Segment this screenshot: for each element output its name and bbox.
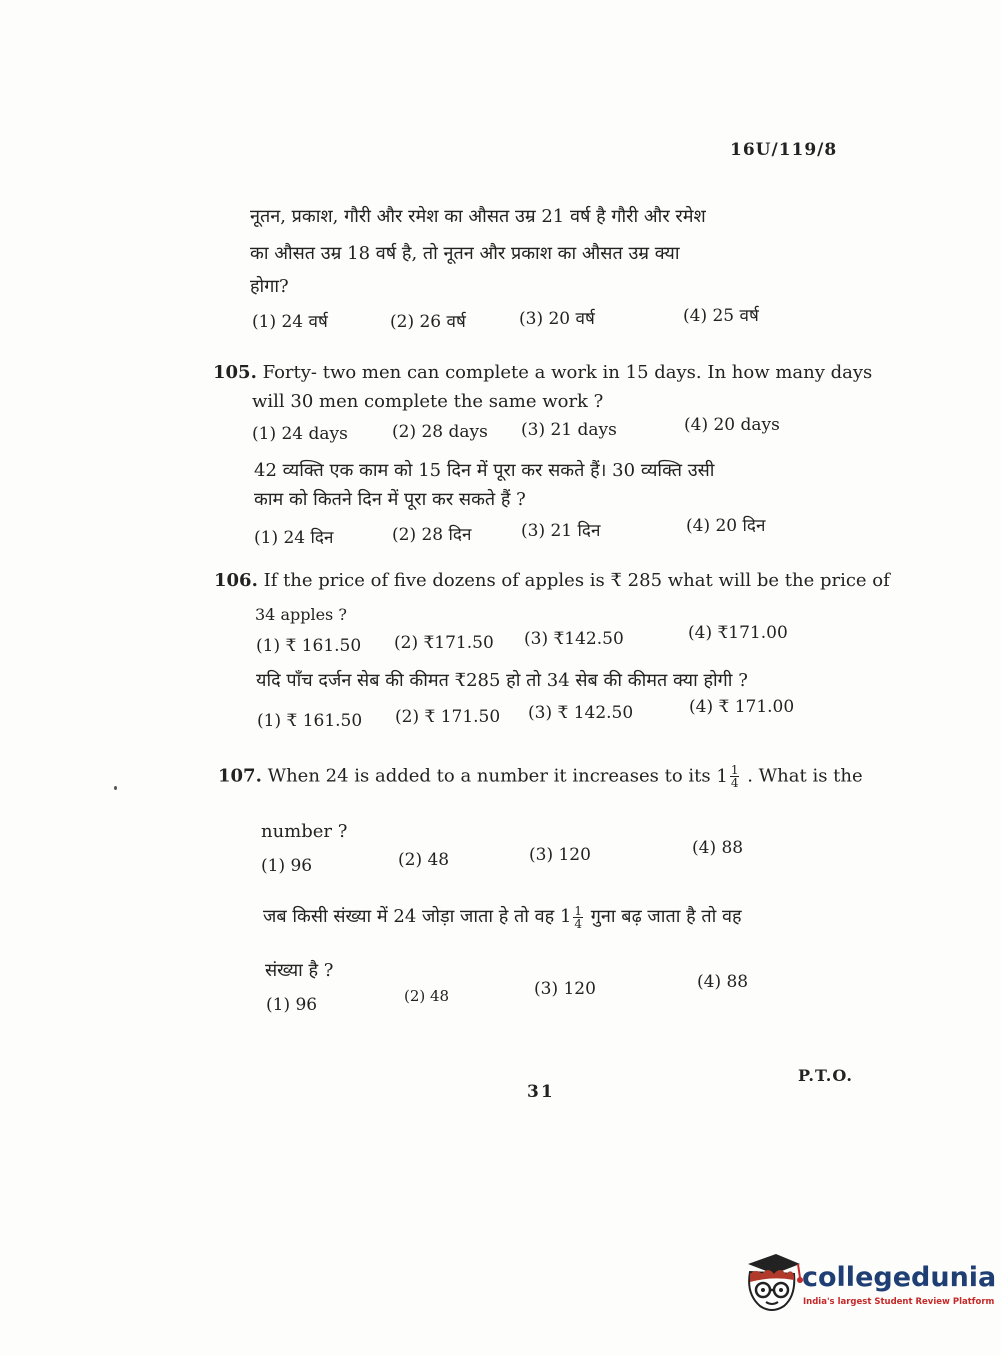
q104-option-2: (2) 26 वर्ष <box>390 312 466 332</box>
q106-number: 106. <box>214 570 258 591</box>
q107-hi-fraction-den: 4 <box>574 916 583 931</box>
q105-en-option-2: (2) 28 days <box>392 422 488 442</box>
q107-hi-option-4: (4) 88 <box>697 972 749 992</box>
q107-hi-line1 <box>263 904 742 930</box>
mascot-icon <box>742 1250 804 1316</box>
q106-hi-option-2: (2) ₹ 171.50 <box>395 707 501 727</box>
q106-hi-option-3: (3) ₹ 142.50 <box>528 703 634 723</box>
q107-fraction-part <box>730 764 740 789</box>
q106-en-text: If the price of five dozens of apples is ₹ 285 what will be the price of <box>263 570 890 591</box>
q107-hi-fraction-whole: 1 <box>559 906 572 927</box>
logo-tagline: India's largest Student Review Platform <box>803 1297 995 1307</box>
q106-en-option-4: (4) ₹171.00 <box>688 623 788 643</box>
q104-option-1: (1) 24 वर्ष <box>252 312 328 332</box>
q105-hi-option-4: (4) 20 दिन <box>686 516 766 536</box>
q106-en-line2: 34 apples ? <box>255 605 347 624</box>
q107-number: 107. <box>218 765 262 787</box>
q107-fraction-num: 1 <box>730 763 739 777</box>
q107-hi-line2: संख्या है ? <box>265 960 334 981</box>
q106-en-line1 <box>214 570 890 591</box>
q107-en-option-4: (4) 88 <box>692 838 744 858</box>
q105-en-line2: will 30 men complete the same work ? <box>252 391 604 412</box>
page-number: 31 <box>527 1082 555 1102</box>
q107-en-option-3: (3) 120 <box>529 845 591 865</box>
q106-en-option-2: (2) ₹171.50 <box>394 633 494 653</box>
q107-fraction <box>716 763 741 790</box>
q106-en-option-3: (3) ₹142.50 <box>524 629 624 649</box>
q105-hi-line2: काम को कितने दिन में पूरा कर सकते हैं ? <box>254 489 526 510</box>
q105-hi-option-3: (3) 21 दिन <box>521 521 601 541</box>
q104-option-3: (3) 20 वर्ष <box>519 309 595 329</box>
q107-en-text-post: . What is the <box>747 765 863 787</box>
q107-hi-option-3: (3) 120 <box>534 979 596 999</box>
q107-en-line2: number ? <box>261 821 348 842</box>
q104-hindi-line3: होगा? <box>250 276 289 297</box>
q106-hi-line1: यदि पाँच दर्जन सेब की कीमत ₹285 हो तो 34 सेब की कीमत क्या होगी ? <box>256 670 748 691</box>
q107-en-line1 <box>218 764 863 789</box>
paper-code: 16U/119/8 <box>730 140 838 160</box>
q104-option-4: (4) 25 वर्ष <box>683 306 759 326</box>
q105-hi-option-2: (2) 28 दिन <box>392 525 472 545</box>
q107-hi-fraction-num: 1 <box>574 903 583 918</box>
q105-en-option-1: (1) 24 days <box>252 424 348 444</box>
q107-hi-text-pre: जब किसी संख्या में 24 जोड़ा जाता हे तो वह <box>263 906 555 927</box>
logo-wordmark: collegedunia <box>802 1262 997 1293</box>
q107-fraction-den: 4 <box>730 776 739 790</box>
pto-label: P.T.O. <box>798 1066 853 1085</box>
q107-hi-fraction <box>559 903 585 931</box>
q106-en-option-1: (1) ₹ 161.50 <box>256 636 362 656</box>
q105-hi-option-1: (1) 24 दिन <box>254 528 334 548</box>
q107-en-text-pre: When 24 is added to a number it increases to its <box>267 765 711 787</box>
q105-hi-line1: 42 व्यक्ति एक काम को 15 दिन में पूरा कर सकते हैं। 30 व्यक्ति उसी <box>254 460 715 481</box>
q107-en-option-2: (2) 48 <box>398 850 450 870</box>
q107-hi-option-1: (1) 96 <box>266 995 318 1015</box>
q107-hi-option-2: (2) 48 <box>404 987 450 1005</box>
q107-hi-fraction-part <box>573 905 583 930</box>
q105-en-option-4: (4) 20 days <box>684 415 780 435</box>
q105-en-text: Forty- two men can complete a work in 15 days. In how many days <box>262 362 873 383</box>
q107-en-option-1: (1) 96 <box>261 856 313 876</box>
q106-hi-option-1: (1) ₹ 161.50 <box>257 711 363 731</box>
q105-en-line1 <box>213 362 872 383</box>
q107-fraction-whole: 1 <box>716 765 728 787</box>
q106-hi-option-4: (4) ₹ 171.00 <box>689 697 795 717</box>
q105-number: 105. <box>213 362 257 383</box>
q104-hindi-line2: का औसत उम्र 18 वर्ष है, तो नूतन और प्रकाश का औसत उम्र क्या <box>250 243 680 264</box>
q105-en-option-3: (3) 21 days <box>521 420 617 440</box>
q104-hindi-line1: नूतन, प्रकाश, गौरी और रमेश का औसत उम्र 21 वर्ष है गौरी और रमेश <box>250 206 706 227</box>
scan-speck <box>114 786 117 790</box>
q107-hi-text-post: गुना बढ़ जाता है तो वह <box>590 906 742 927</box>
